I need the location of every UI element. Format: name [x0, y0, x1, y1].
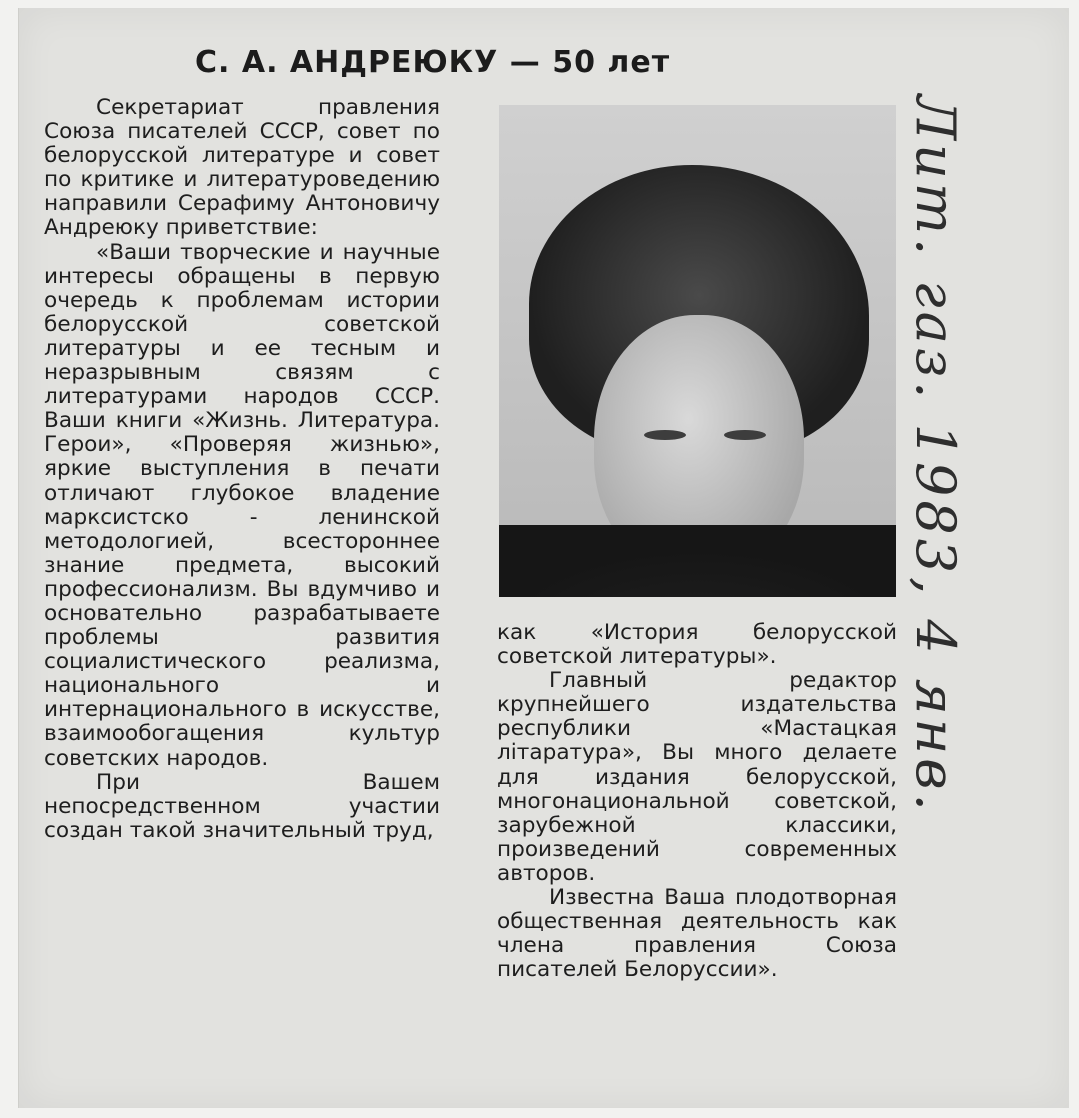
article-title: С. А. АНДРЕЮКУ — 50 лет	[195, 45, 671, 80]
paragraph-intro: Секретариат правления Союза писателей СССР, совет по белорусской литературе и совет по критике и литературоведению направили Серафиму Антоновичу Андреюку приветствие:	[44, 95, 440, 241]
paragraph-public-work: Известна Ваша плодотворная общественная деятельность как члена правления Союза писателей Белоруссии».	[497, 885, 897, 983]
right-column	[497, 621, 897, 982]
portrait-eye	[724, 430, 766, 440]
left-column	[44, 96, 440, 843]
portrait-eye	[644, 430, 686, 440]
handwritten-source-note: Лит. газ. 1983, 4 янв.	[904, 95, 967, 815]
paragraph-continuation: как «История белорусской советской литературы».	[497, 620, 897, 670]
portrait-jacket	[499, 525, 896, 597]
paragraph-work: При Вашем непосредственном участии создан такой значительный труд,	[44, 769, 440, 843]
portrait-photo	[499, 105, 896, 597]
paragraph-editor: Главный редактор крупнейшего издательства республики «Мастацкая літаратура», Вы много делаете для издания белорусской, многонациональной советской, зарубежной классики, произведений современных авторов.	[497, 668, 897, 886]
paragraph-greeting: «Ваши творческие и научные интересы обращены в первую очередь к проблемам истории белорусской советской литературы и ее тесным и неразрывным связям с литературами народов СССР. Ваши книги «Жизнь. Литература. Герои», «Проверяя жизнью», яркие выступления в печати отличают глубокое владение марксистско - ленинской методологией, всестороннее знание предмета, высокий профессионализм. Вы вдумчиво и основательно разрабатываете проблемы развития социалистического реализма, национального и интернационального в искусстве, взаимообогащения культур советских народов.	[44, 239, 440, 771]
